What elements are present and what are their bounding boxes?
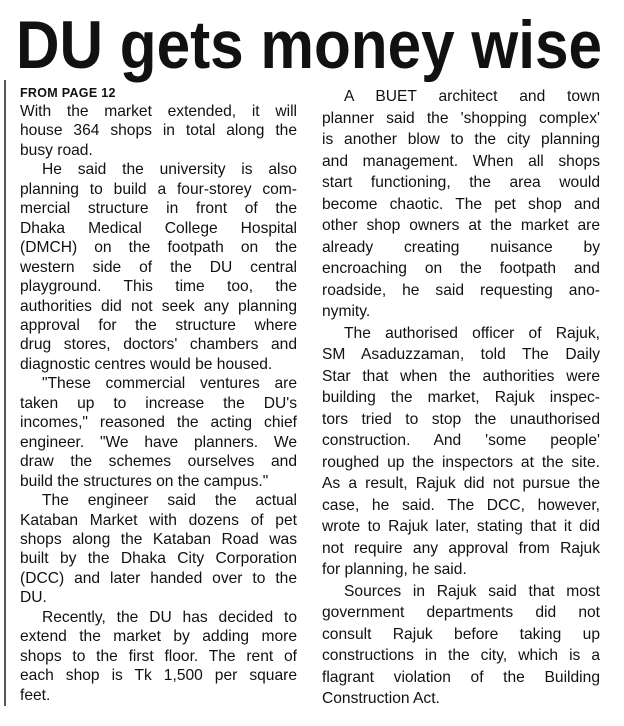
text-line: roadside, he said requesting ano- [322,281,600,299]
text-line: become chaotic. The pet shop and [322,195,600,213]
text-line: shops to the first floor. The rent of [20,647,297,665]
text-line: SM Asaduzzaman, told The Daily [322,346,600,363]
text-line: for planning, he said. [322,561,467,578]
text-line: mercial structure in front of the [20,200,297,218]
text-line: nymity. [322,303,371,320]
text-line: A BUET architect and town [344,88,600,105]
text-line: not require any approval from Rajuk [322,539,600,557]
text-line: DU. [20,589,47,607]
text-line: wrote to Rajuk later, stating that it did [322,518,600,535]
article-paragraph [20,374,297,491]
text-line: case, he said. The DCC, however, [322,496,600,514]
text-line: planning to build a four-storey com- [20,180,297,198]
text-line: drug stores, doctors' chambers and [20,336,297,354]
text-line: planner said the 'shopping complex' [322,109,600,127]
text-line: diagnostic centres would be housed. [20,355,273,373]
article-paragraph [20,160,297,374]
text-line: other shop owners at the market are [322,217,600,234]
article-column-right [322,86,600,710]
text-line: each shop is Tk 1,500 per square [20,667,297,685]
text-line: Kataban Market with dozens of pet [20,511,297,529]
text-line: flagrant violation of the Building [322,668,600,686]
text-line: incomes," reasoned the acting chief [20,414,297,432]
text-line: Dhaka Medical College Hospital [20,219,297,237]
text-line: construction. And 'some people' [322,432,600,449]
text-line: government departments did not [322,604,600,621]
text-line: western side of the DU central [20,258,297,276]
text-line: "These commercial ventures are [42,375,297,393]
article-paragraph [322,323,600,581]
text-line: tors tried to stop the unauthorised [322,410,600,428]
text-line: Star that when the authorities were [322,367,600,385]
text-line: and management. When all shops [322,152,600,170]
text-line: shops along the Kataban Road was [20,530,297,548]
text-line: constructions in the city, which is a [322,647,600,664]
text-line: built by the Dhaka City Corporation [20,550,297,568]
text-line: (DMCH) on the footpath on the [20,239,297,257]
text-line: taken up to increase the DU's [20,394,297,412]
article-paragraph [322,86,600,323]
continuation-kicker: FROM PAGE 12 [20,86,116,100]
text-line: feet. [20,686,51,704]
article-paragraph [20,491,297,608]
text-line: build the structures on the campus." [20,472,269,490]
text-line: He said the university is also [42,161,297,179]
text-line: extend the market by adding more [20,628,297,646]
text-line: The authorised officer of Rajuk, [344,324,600,342]
text-line: start functioning, the area would [322,174,600,191]
text-line: playground. This time too, the [20,278,297,296]
text-line: Construction Act. [322,690,440,707]
article-paragraph [20,102,297,160]
text-line: (DCC) and later handed over to the [20,569,297,587]
headline-text: DU gets money wise [16,7,602,83]
text-line: encroaching on the footpath and [322,260,600,277]
article-paragraph [322,581,600,710]
text-line: already creating nuisance by [322,238,600,256]
text-line: Sources in Rajuk said that most [344,582,600,600]
text-line: roughed up the inspectors at the site. [322,453,600,471]
text-line: The engineer said the actual [42,492,297,510]
text-line: building the market, Rajuk inspec- [322,389,600,406]
text-line: house 364 shops in total along the [20,122,297,140]
article-column-left [20,84,297,705]
text-line: Recently, the DU has decided to [42,608,297,626]
article-paragraph [20,608,297,705]
text-line: busy road. [20,141,93,159]
text-line: engineer. "We have planners. We [20,433,297,451]
text-line: draw the schemes ourselves and [20,453,297,471]
text-line: authorities did not seek any planning [20,297,297,315]
column-rule [4,80,6,706]
headline [14,4,606,83]
text-line: is another blow to the city planning [322,131,600,148]
text-line: With the market extended, it will [20,103,297,120]
text-line: consult Rajuk before taking up [322,625,600,643]
text-line: As a result, Rajuk did not pursue the [322,475,600,492]
text-line: approval for the structure where [20,316,297,334]
